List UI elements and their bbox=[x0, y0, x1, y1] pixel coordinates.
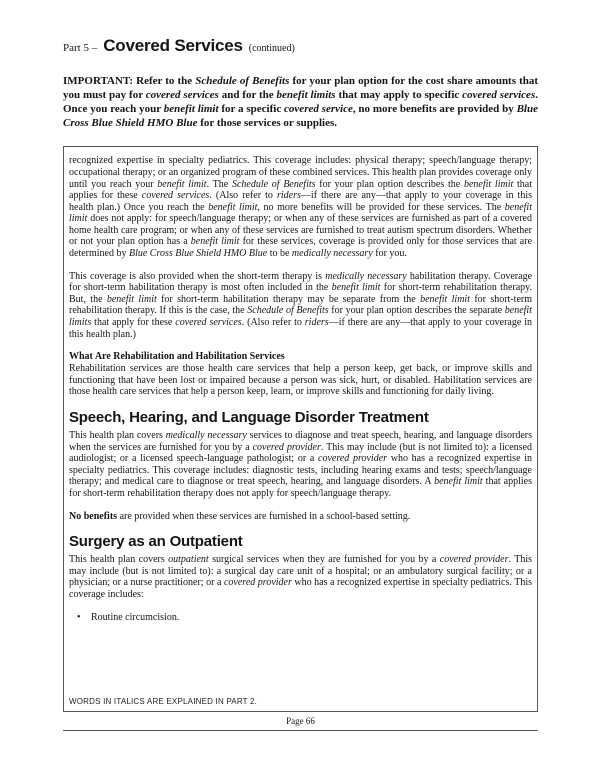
part-label: Part 5 – bbox=[63, 42, 98, 54]
bullet-list-item bbox=[69, 612, 532, 624]
bullet-icon: • bbox=[77, 611, 81, 623]
content-box bbox=[63, 146, 538, 712]
continued-label: (continued) bbox=[248, 43, 295, 54]
page-header bbox=[63, 36, 538, 56]
body-paragraph: This health plan covers medically necessary services to diagnose and treat speech, hearing, and language disorders when the services are furnished for you by a covered provider. This may include (but is not limited to): a licensed audiologist; or a licensed speech-language pathologist; or a covered provider who has a recognized expertise in specialty pediatrics. This coverage includes: diagnostic tests, including hearing exams and tests; speech/language therapy; and medical care to diagnose or treat speech, hearing, and language disorders. A benefit limit that applies for short-term rehabilitation therapy does not apply for speech/language therapy. bbox=[69, 430, 533, 499]
body-paragraph: No benefits are provided when these services are furnished in a school-based setting. bbox=[69, 510, 411, 522]
important-notice: IMPORTANT: Refer to the Schedule of Benefits for your plan option for the cost share amounts that you must pay for covered services and for the benefit limits that may apply to specific covered services. Once you reach your benefit limit for a specific covered service, no more benefits are provided by Blue Cross Blue Shield HMO Blue for those services or supplies. bbox=[63, 75, 539, 130]
body-paragraph: recognized expertise in specialty pediatrics. This coverage includes: physical therapy; speech/language therapy; occupational therapy; or an organized program of these combined services. This health plan provides coverage only until you reach your benefit limit. The Schedule of Benefits for your plan option describes the benefit limit that applies for these covered services. (Also refer to riders—if there are any—that apply to your coverage in this health plan.) Once you reach the benefit limit, no more benefits will be provided for these services. The benefit limit does not apply: for speech/language therapy; or when any of these services are furnished as part of a covered home health care program; or when any of these services are furnished to treat autism spectrum disorders. Whether or not your plan option has a benefit limit for these services, coverage is provided only for those services that are determined by Blue Cross Blue Shield HMO Blue to be medically necessary for you. bbox=[69, 155, 533, 260]
page-title: Covered Services bbox=[103, 36, 243, 55]
section-heading: Surgery as an Outpatient bbox=[69, 533, 243, 551]
body-paragraph: This health plan covers outpatient surgical services when they are furnished for you by a covered provider. This may include (but is not limited to): a surgical day care unit of a hospital; or an ambulatory surgical facility; or a physician; or a nurse practitioner; or a covered provider who has a recognized expertise in specialty pediatrics. This coverage includes: bbox=[69, 554, 533, 600]
section-heading: Speech, Hearing, and Language Disorder Treatment bbox=[69, 409, 429, 426]
body-content bbox=[69, 155, 532, 633]
bullet-text: Routine circumcision. bbox=[91, 611, 180, 623]
sub-heading: What Are Rehabilitation and Habilitation Services bbox=[69, 351, 285, 363]
page-number: Page 66 bbox=[63, 712, 538, 731]
body-paragraph: Rehabilitation services are those health care services that help a person keep, get back, or improve skills and functioning that have been lost or impaired because a person was sick, hurt, or disabled. Habilitation services are those health care services that help a person keep, learn, or improve skills and functioning for daily living. bbox=[69, 363, 532, 398]
body-paragraph: This coverage is also provided when the short-term therapy is medically necessary habilitation therapy. Coverage for short-term habilitation therapy is most often included in the benefit limit for short-term rehabilitation therapy. But, the benefit limit for short-term habilitation therapy may be separate from the benefit limit for short-term rehabilitation therapy. If this is the case, the Schedule of Benefits for your plan option describes the separate benefit limits that apply for these covered services. (Also refer to riders—if there are any—that apply to your coverage in this health plan.) bbox=[69, 270, 533, 340]
footer-note: WORDS IN ITALICS ARE EXPLAINED IN PART 2. bbox=[69, 697, 258, 707]
